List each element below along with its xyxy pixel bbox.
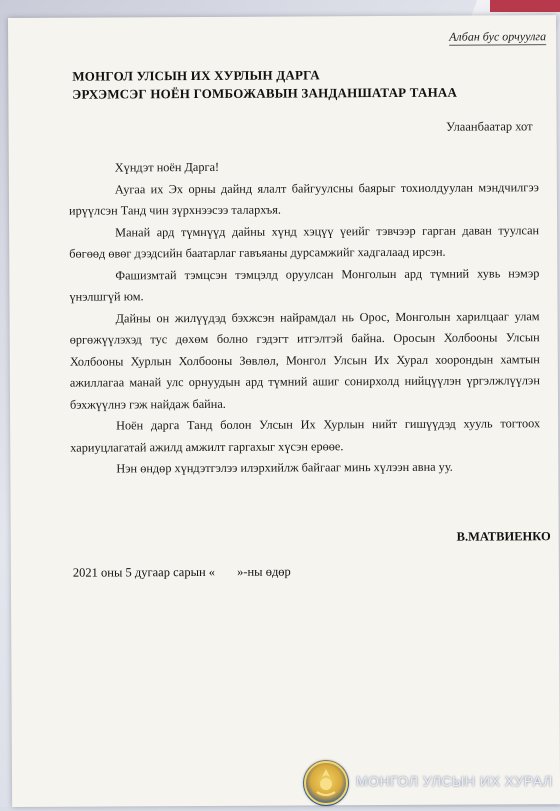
folder-ribbon [490,0,560,12]
letter-body [69,155,541,480]
unofficial-translation-note: Албан бус орчуулга [449,29,547,44]
signature-name: В.МАТВИЕНКО [456,529,551,544]
paragraph: Аугаа их Эх орны дайнд ялалт байгуулсны баярыг тохиолдуулан мэндчилгээ ирүүлсэн Танд чин зүрхнээсээ талархъя. [68,179,539,218]
city-line: Улаанбаатар хот [446,119,533,134]
addressee-block [72,66,457,104]
addressee-line-2: ЭРХЭМСЭГ НОЁН ГОМБОЖАВЫН ЗАНДАНШАТАР ТАНАА [72,84,458,102]
salutation: Хүндэт ноён Дарга! [114,159,220,175]
addressee-line-1: МОНГОЛ УЛСЫН ИХ ХУРЛЫН ДАРГА [72,67,320,84]
paragraph: Дайны он жилүүдэд бэхжсэн найрамдал нь Орос, Монголын харилцааг улам өргөжүүлэхэд тус дөхөм болно гэдэгт итгэлтэй байна. Оросын Холбооны Улсын Холбооны Хурлын Холбооны Зөвлөл, Монгол Улсын Их Хурал хоорондын хамтын ажиллагаа манай улс орнуудын ард түмний ашиг сонирхолд нийцүүлэн үргэлжлүүлэн бэхжүүлнэ гэж найдаж байна. [69,308,540,412]
letter-page [8,15,560,807]
paragraph: Фашизмтай тэмцсэн тэмцэлд оруулсан Монголын ард түмний хувь нэмэр үнэлшгүй юм. [69,265,540,304]
date-prefix: 2021 оны 5 дугаар сарын « [72,564,216,580]
date-suffix: »-ны өдөр [237,564,291,579]
state-emblem-icon [303,760,349,806]
paragraph: Ноён дарга Танд болон Улсын Их Хурлын нийт гишүүдэд хууль тогтоох хариуцлагатай ажилд амжилт гаргахыг хүсэн ерөөе. [70,416,541,455]
date-line [73,565,291,581]
footer-watermark-text: МОНГОЛ УЛСЫН ИХ ХУРАЛ [356,773,553,789]
closing-paragraph: Нэн өндөр хүндэтгэлээ илэрхийлж байгааг минь хүлээн авна уу. [116,459,453,476]
paragraph: Манай ард түмнүүд дайны хүнд хэцүү үеийг тэвчээр гарган даван туулсан бөгөөд өвөг дээдсийн баатарлаг гавъяаны дурсамжийг хадгалаад ирсэн. [69,222,540,261]
